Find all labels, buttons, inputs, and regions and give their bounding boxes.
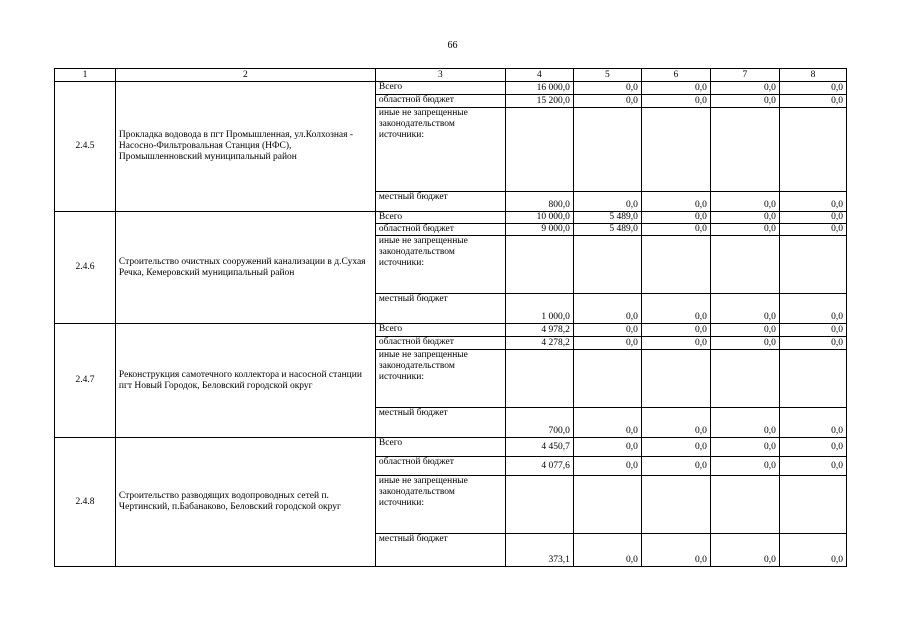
value-cell — [641, 350, 710, 408]
value-cell: 0,0 — [779, 324, 846, 337]
header-row — [55, 69, 847, 82]
value-cell — [641, 108, 710, 192]
value-cell: 0,0 — [710, 224, 779, 236]
value-cell: 800,0 — [505, 192, 573, 212]
funding-source: иные не запрещенные законодательством источники: — [375, 108, 505, 192]
budget-table — [54, 68, 847, 567]
value-cell: 10 000,0 — [505, 212, 573, 224]
item-number: 2.4.7 — [55, 324, 116, 438]
funding-source: иные не запрещенные законодательством источники: — [375, 350, 505, 408]
value-cell: 0,0 — [710, 534, 779, 567]
value-cell: 0,0 — [641, 534, 710, 567]
value-cell: 0,0 — [641, 408, 710, 438]
value-cell: 0,0 — [779, 408, 846, 438]
value-cell: 0,0 — [573, 408, 641, 438]
value-cell: 0,0 — [710, 212, 779, 224]
table-row — [55, 438, 847, 457]
value-cell: 4 278,2 — [505, 337, 573, 350]
page-number: 66 — [447, 40, 458, 51]
value-cell — [779, 236, 846, 294]
funding-source: иные не запрещенные законодательством источники: — [375, 476, 505, 534]
value-cell: 5 489,0 — [573, 224, 641, 236]
value-cell: 4 978,2 — [505, 324, 573, 337]
value-cell: 0,0 — [573, 95, 641, 108]
value-cell: 0,0 — [641, 457, 710, 476]
value-cell — [779, 476, 846, 534]
item-description: Прокладка водовода в пгт Промышленная, ул.Колхозная - Насосно-Фильтровальная Станция (НФС), Промышленновский муниципальный район — [115, 82, 375, 212]
column-header: 1 — [55, 69, 116, 82]
value-cell: 0,0 — [779, 82, 846, 95]
value-cell — [505, 236, 573, 294]
value-cell: 0,0 — [641, 224, 710, 236]
funding-source: местный бюджет — [375, 534, 505, 567]
funding-source: Всего — [375, 438, 505, 457]
value-cell: 0,0 — [710, 337, 779, 350]
column-header: 8 — [779, 69, 846, 82]
value-cell: 1 000,0 — [505, 294, 573, 324]
value-cell — [641, 236, 710, 294]
value-cell: 0,0 — [641, 82, 710, 95]
value-cell: 16 000,0 — [505, 82, 573, 95]
value-cell — [573, 476, 641, 534]
value-cell: 0,0 — [573, 438, 641, 457]
value-cell: 0,0 — [710, 95, 779, 108]
value-cell — [641, 476, 710, 534]
value-cell: 0,0 — [779, 457, 846, 476]
value-cell: 4 450,7 — [505, 438, 573, 457]
value-cell — [505, 350, 573, 408]
value-cell: 0,0 — [779, 294, 846, 324]
funding-source: Всего — [375, 82, 505, 95]
value-cell — [573, 108, 641, 192]
funding-source: местный бюджет — [375, 294, 505, 324]
value-cell — [710, 350, 779, 408]
value-cell — [710, 108, 779, 192]
value-cell: 9 000,0 — [505, 224, 573, 236]
value-cell: 4 077,6 — [505, 457, 573, 476]
value-cell: 700,0 — [505, 408, 573, 438]
item-number: 2.4.6 — [55, 212, 116, 324]
value-cell: 0,0 — [779, 212, 846, 224]
value-cell: 0,0 — [710, 324, 779, 337]
value-cell: 0,0 — [641, 324, 710, 337]
value-cell: 0,0 — [779, 224, 846, 236]
table-row — [55, 324, 847, 337]
column-header: 6 — [641, 69, 710, 82]
value-cell: 0,0 — [573, 337, 641, 350]
value-cell: 0,0 — [641, 212, 710, 224]
value-cell: 0,0 — [641, 294, 710, 324]
column-header: 3 — [375, 69, 505, 82]
value-cell: 0,0 — [779, 95, 846, 108]
value-cell: 15 200,0 — [505, 95, 573, 108]
funding-source: местный бюджет — [375, 408, 505, 438]
value-cell: 0,0 — [779, 337, 846, 350]
value-cell: 0,0 — [573, 457, 641, 476]
value-cell — [779, 350, 846, 408]
value-cell: 0,0 — [573, 294, 641, 324]
value-cell: 0,0 — [573, 82, 641, 95]
value-cell: 0,0 — [710, 192, 779, 212]
funding-source: областной бюджет — [375, 337, 505, 350]
value-cell — [710, 236, 779, 294]
table-row — [55, 212, 847, 224]
value-cell: 0,0 — [710, 457, 779, 476]
value-cell: 0,0 — [641, 192, 710, 212]
value-cell: 0,0 — [641, 337, 710, 350]
funding-source: Всего — [375, 324, 505, 337]
funding-source: областной бюджет — [375, 224, 505, 236]
column-header: 4 — [505, 69, 573, 82]
item-number: 2.4.5 — [55, 82, 116, 212]
funding-source: местный бюджет — [375, 192, 505, 212]
table-row — [55, 82, 847, 95]
funding-source: Всего — [375, 212, 505, 224]
value-cell: 0,0 — [573, 324, 641, 337]
value-cell: 0,0 — [573, 534, 641, 567]
value-cell: 0,0 — [641, 95, 710, 108]
value-cell: 5 489,0 — [573, 212, 641, 224]
value-cell — [505, 108, 573, 192]
value-cell: 0,0 — [710, 438, 779, 457]
value-cell: 0,0 — [573, 192, 641, 212]
value-cell — [573, 350, 641, 408]
funding-source: областной бюджет — [375, 457, 505, 476]
item-description: Строительство разводящих водопроводных сетей п. Чертинский, п.Бабанаково, Беловский городской округ — [115, 438, 375, 567]
item-number: 2.4.8 — [55, 438, 116, 567]
value-cell: 0,0 — [710, 294, 779, 324]
value-cell: 373,1 — [505, 534, 573, 567]
item-description: Реконструкция самотечного коллектора и насосной станции пгт Новый Городок, Беловский городской округ — [115, 324, 375, 438]
item-description: Строительство очистных сооружений канализации в д.Сухая Речка, Кемеровский муниципальный район — [115, 212, 375, 324]
value-cell — [505, 476, 573, 534]
funding-source: иные не запрещенные законодательством источники: — [375, 236, 505, 294]
value-cell: 0,0 — [710, 82, 779, 95]
value-cell — [779, 108, 846, 192]
funding-source: областной бюджет — [375, 95, 505, 108]
value-cell — [573, 236, 641, 294]
column-header: 2 — [115, 69, 375, 82]
value-cell: 0,0 — [641, 438, 710, 457]
value-cell: 0,0 — [710, 408, 779, 438]
value-cell — [710, 476, 779, 534]
value-cell: 0,0 — [779, 438, 846, 457]
column-header: 5 — [573, 69, 641, 82]
value-cell: 0,0 — [779, 534, 846, 567]
value-cell: 0,0 — [779, 192, 846, 212]
column-header: 7 — [710, 69, 779, 82]
